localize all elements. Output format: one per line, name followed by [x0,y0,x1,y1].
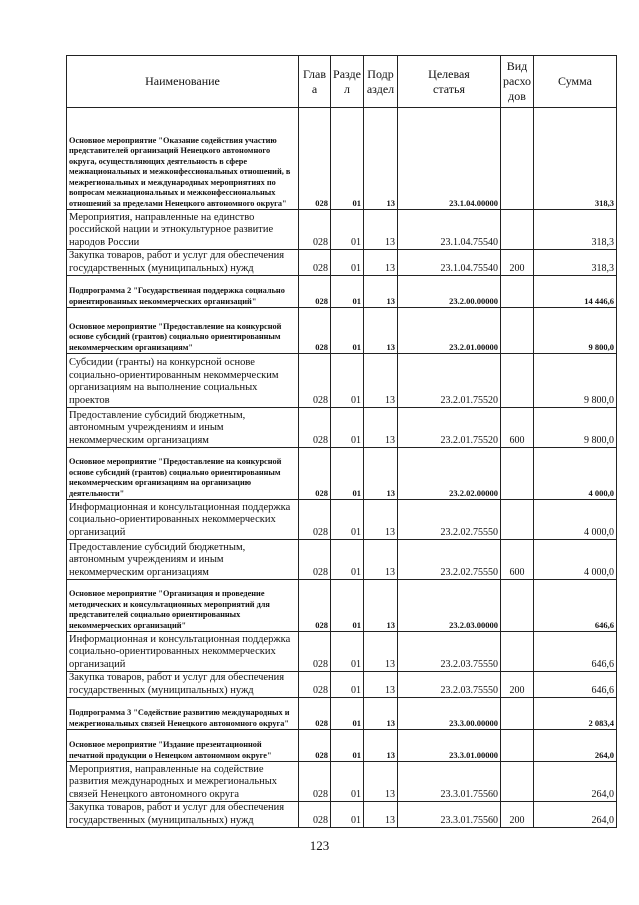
table-body [67,108,617,828]
row-summa: 2 083,4 [534,698,617,730]
row-razdel: 01 [331,540,364,580]
header-statya-line: статья [433,81,465,96]
row-razdel: 01 [331,802,364,828]
row-statya: 23.2.03.00000 [398,580,501,632]
row-vid: 600 [501,540,534,580]
row-summa: 4 000,0 [534,540,617,580]
row-podrazdel: 13 [364,698,398,730]
row-vid [501,632,534,672]
row-statya: 23.3.00.00000 [398,698,501,730]
row-razdel: 01 [331,448,364,500]
row-statya: 23.2.02.75550 [398,540,501,580]
row-glava: 028 [299,250,331,276]
header-summa: Сумма [534,56,617,108]
header-name: Наименование [67,56,299,108]
row-podrazdel: 13 [364,730,398,762]
row-glava: 028 [299,408,331,448]
row-podrazdel: 13 [364,250,398,276]
row-vid: 200 [501,250,534,276]
row-glava: 028 [299,210,331,250]
row-statya: 23.3.01.00000 [398,730,501,762]
table-row [67,762,617,802]
header-razdel-line: Разде [333,66,361,81]
row-vid: 200 [501,672,534,698]
row-name: Мероприятия, направленные на единство российской нации и этнокультурное развитие народов России [67,210,299,250]
row-podrazdel: 13 [364,308,398,354]
row-summa: 4 000,0 [534,500,617,540]
row-podrazdel: 13 [364,210,398,250]
row-razdel: 01 [331,698,364,730]
table-row [67,308,617,354]
row-glava: 028 [299,354,331,408]
table-row [67,500,617,540]
row-vid: 600 [501,408,534,448]
row-podrazdel: 13 [364,276,398,308]
row-statya: 23.2.01.00000 [398,308,501,354]
row-summa: 264,0 [534,802,617,828]
row-statya: 23.1.04.75540 [398,250,501,276]
row-name: Закупка товаров, работ и услуг для обеспечения государственных (муниципальных) нужд [67,802,299,828]
row-statya: 23.2.00.00000 [398,276,501,308]
row-podrazdel: 13 [364,762,398,802]
header-podrazdel-line: аздел [366,81,395,96]
row-summa: 264,0 [534,762,617,802]
header-glava [299,56,331,108]
row-statya: 23.2.01.75520 [398,408,501,448]
header-statya [398,56,501,108]
table-header-row [67,56,617,108]
row-podrazdel: 13 [364,448,398,500]
row-name: Мероприятия, направленные на содействие развития международных и межрегиональных связей Ненецкого автономного округа [67,762,299,802]
row-vid [501,448,534,500]
row-name: Закупка товаров, работ и услуг для обеспечения государственных (муниципальных) нужд [67,250,299,276]
table-row [67,210,617,250]
header-razdel [331,56,364,108]
row-glava: 028 [299,802,331,828]
row-podrazdel: 13 [364,802,398,828]
row-razdel: 01 [331,210,364,250]
header-vid [501,56,534,108]
table-row [67,730,617,762]
row-name: Основное мероприятие "Предоставление на конкурсной основе субсидий (грантов) социально ориентированным некоммерческим организациям на организацию деятельности" [67,448,299,500]
row-glava: 028 [299,500,331,540]
row-razdel: 01 [331,276,364,308]
header-vid-line: дов [508,89,526,103]
row-statya: 23.2.02.00000 [398,448,501,500]
row-vid [501,276,534,308]
row-summa: 646,6 [534,580,617,632]
row-name: Основное мероприятие "Предоставление на конкурсной основе субсидий (грантов) социально ориентированным некоммерческим организациям" [67,308,299,354]
row-vid [501,698,534,730]
row-podrazdel: 13 [364,632,398,672]
table-row [67,540,617,580]
row-vid [501,210,534,250]
row-razdel: 01 [331,580,364,632]
header-podrazdel [364,56,398,108]
row-name: Подпрограмма 3 "Содействие развитию международных и межрегиональных связей Ненецкого автономного округа" [67,698,299,730]
row-summa: 646,6 [534,672,617,698]
row-glava: 028 [299,108,331,210]
row-glava: 028 [299,540,331,580]
header-glava-line: а [311,81,318,96]
row-razdel: 01 [331,672,364,698]
row-name: Предоставление субсидий бюджетным, автономным учреждениям и иным некоммерческим организациям [67,408,299,448]
row-podrazdel: 13 [364,408,398,448]
row-statya: 23.1.04.75540 [398,210,501,250]
row-glava: 028 [299,448,331,500]
row-vid [501,308,534,354]
row-name: Основное мероприятие "Оказание содействия участию представителей организаций Ненецкого автономного округа, осуществляющих деятельность в сфере межнациональных и межконфессиональных отношений, в межрегиональных и международных мероприятиях по вопросам межнациональных и межконфессиональных отношений за пределами Ненецкого автономного округа" [67,108,299,210]
row-podrazdel: 13 [364,580,398,632]
row-name: Основное мероприятие "Издание презентационной печатной продукции о Ненецком автономном округе" [67,730,299,762]
table-row [67,250,617,276]
row-podrazdel: 13 [364,500,398,540]
row-glava: 028 [299,632,331,672]
row-summa: 318,3 [534,250,617,276]
row-glava: 028 [299,580,331,632]
row-vid [501,762,534,802]
header-podrazdel-line: Подр [367,66,394,81]
budget-table [66,55,617,828]
row-razdel: 01 [331,250,364,276]
table-row [67,408,617,448]
row-razdel: 01 [331,632,364,672]
table-row [67,802,617,828]
header-statya-line: Целевая [428,66,470,81]
row-statya: 23.2.02.75550 [398,500,501,540]
table-row [67,354,617,408]
page-number: 123 [309,838,330,853]
row-podrazdel: 13 [364,354,398,408]
header-vid-line: расхо [502,74,532,88]
row-statya: 23.2.03.75550 [398,672,501,698]
row-name: Информационная и консультационная поддержка социально-ориентированных некоммерческих организаций [67,500,299,540]
row-name: Субсидии (гранты) на конкурсной основе социально-ориентированным некоммерческим организациям на выполнение социальных проектов [67,354,299,408]
row-statya: 23.2.01.75520 [398,354,501,408]
row-name: Закупка товаров, работ и услуг для обеспечения государственных (муниципальных) нужд [67,672,299,698]
row-podrazdel: 13 [364,540,398,580]
row-razdel: 01 [331,500,364,540]
row-name: Подпрограмма 2 "Государственная поддержка социально ориентированных некоммерческих организаций" [67,276,299,308]
row-podrazdel: 13 [364,108,398,210]
row-summa: 318,3 [534,210,617,250]
table-row [67,698,617,730]
row-glava: 028 [299,730,331,762]
header-razdel-line: л [344,81,350,96]
row-podrazdel: 13 [364,672,398,698]
row-statya: 23.2.03.75550 [398,632,501,672]
row-summa: 264,0 [534,730,617,762]
header-glava-line: Глав [302,66,326,81]
row-vid [501,354,534,408]
table-row [67,580,617,632]
row-summa: 318,3 [534,108,617,210]
table-row [67,276,617,308]
row-razdel: 01 [331,408,364,448]
row-glava: 028 [299,672,331,698]
row-statya: 23.1.04.00000 [398,108,501,210]
row-vid [501,500,534,540]
row-name: Информационная и консультационная поддержка социально-ориентированных некоммерческих организаций [67,632,299,672]
row-summa: 9 800,0 [534,408,617,448]
row-summa: 4 000,0 [534,448,617,500]
row-summa: 646,6 [534,632,617,672]
header-vid-line: Вид [506,59,528,73]
row-vid [501,580,534,632]
row-statya: 23.3.01.75560 [398,762,501,802]
row-razdel: 01 [331,308,364,354]
row-summa: 14 446,6 [534,276,617,308]
row-glava: 028 [299,698,331,730]
row-vid [501,730,534,762]
row-summa: 9 800,0 [534,308,617,354]
row-glava: 028 [299,276,331,308]
row-statya: 23.3.01.75560 [398,802,501,828]
row-glava: 028 [299,308,331,354]
row-summa: 9 800,0 [534,354,617,408]
table-row [67,448,617,500]
row-vid [501,108,534,210]
row-razdel: 01 [331,108,364,210]
row-glava: 028 [299,762,331,802]
row-name: Предоставление субсидий бюджетным, автономным учреждениям и иным некоммерческим организациям [67,540,299,580]
table-row [67,632,617,672]
row-vid: 200 [501,802,534,828]
table-row [67,672,617,698]
row-razdel: 01 [331,354,364,408]
row-name: Основное мероприятие "Организация и проведение методических и консультационных мероприятий для представителей социально ориентированных некоммерческих организаций" [67,580,299,632]
table-row [67,108,617,210]
row-razdel: 01 [331,730,364,762]
row-razdel: 01 [331,762,364,802]
